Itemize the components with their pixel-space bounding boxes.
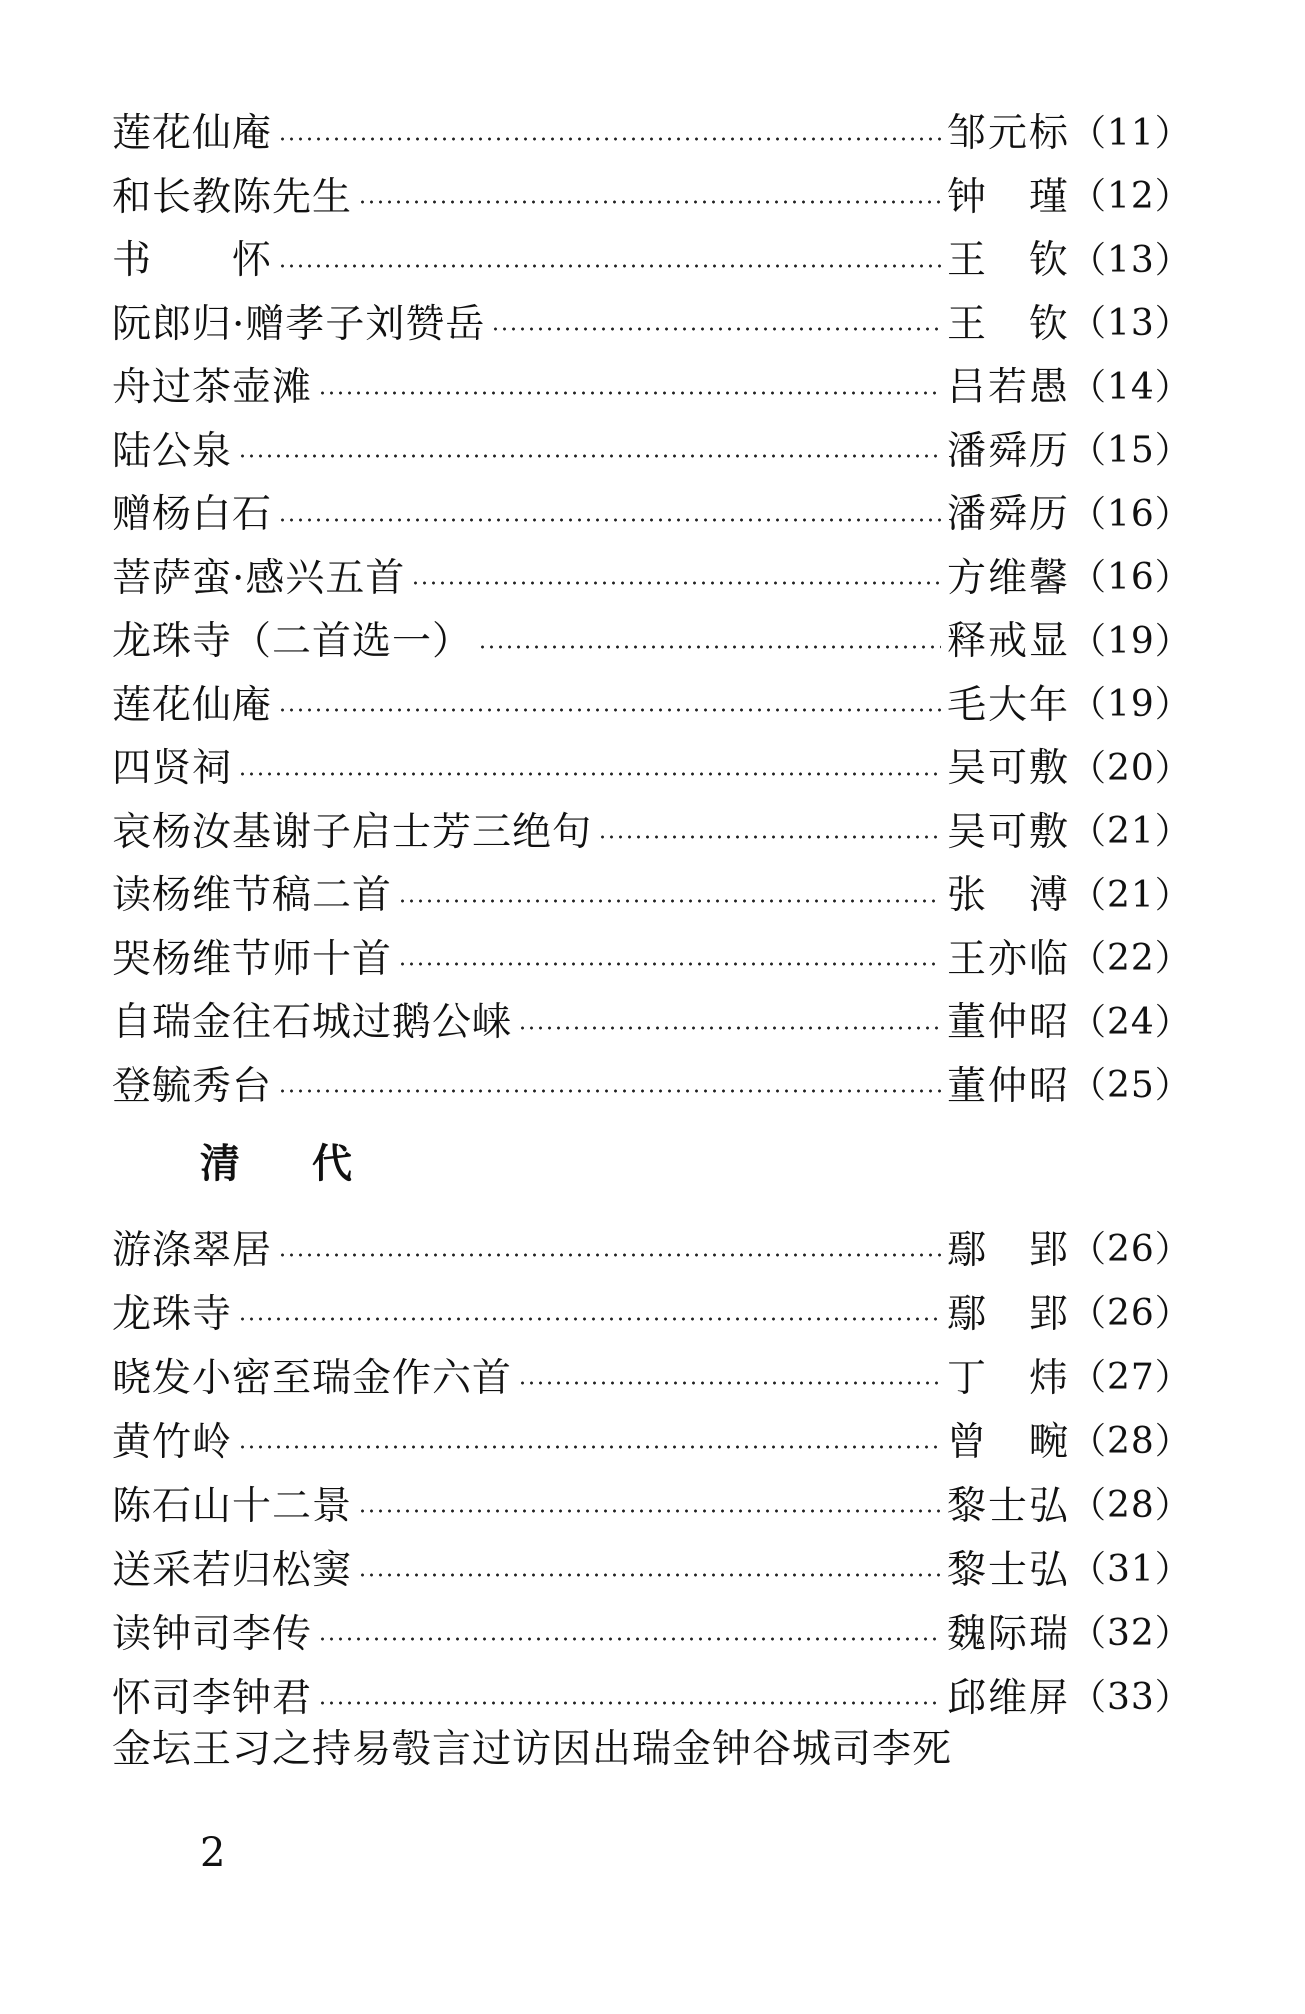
entry-author: 魏际瑞 xyxy=(946,1611,1070,1657)
entry-author: 潘舜历 xyxy=(946,428,1070,474)
toc-entry xyxy=(112,928,1192,992)
dot-leader xyxy=(518,1381,941,1385)
entry-title: 读杨维节稿二首 xyxy=(112,873,393,919)
toc-entry xyxy=(112,166,1192,230)
entry-author: 丁 炜 xyxy=(946,1355,1070,1401)
entry-author: 吴可敷 xyxy=(946,746,1070,792)
dot-leader xyxy=(411,581,941,585)
entry-page-number: （19） xyxy=(1070,620,1192,662)
entry-page-number: （22） xyxy=(1070,938,1192,980)
entry-title: 登毓秀台 xyxy=(112,1063,273,1109)
dot-leader xyxy=(318,391,941,395)
entry-author: 鄢 郢 xyxy=(946,1291,1070,1337)
entry-title: 陆公泉 xyxy=(112,428,233,474)
toc-entry xyxy=(112,610,1192,674)
dot-leader xyxy=(238,1445,941,1449)
dot-leader xyxy=(278,1253,941,1257)
toc-entry xyxy=(112,356,1192,420)
entry-title: 黄竹岭 xyxy=(112,1419,233,1465)
entry-page-number: （31） xyxy=(1070,1549,1192,1590)
entry-title: 阮郎归·赠孝子刘赞岳 xyxy=(112,301,486,347)
entry-author: 王 钦 xyxy=(946,238,1070,284)
entry-page-number: （11） xyxy=(1070,112,1192,154)
dot-leader xyxy=(358,1509,941,1513)
entry-page-number: （15） xyxy=(1070,430,1192,472)
entry-title: 赠杨白石 xyxy=(112,492,273,538)
dot-leader xyxy=(238,454,941,458)
dot-leader xyxy=(278,708,941,712)
entry-title: 莲花仙庵 xyxy=(112,111,273,157)
toc-entry xyxy=(112,674,1192,738)
entry-page-number: （24） xyxy=(1070,1001,1192,1043)
toc-entry xyxy=(112,1410,1192,1474)
entry-title: 菩萨蛮·感兴五首 xyxy=(112,555,406,601)
toc-list-ming xyxy=(112,102,1192,1118)
toc-entry xyxy=(112,483,1192,547)
entry-page-number: （28） xyxy=(1070,1485,1192,1526)
entry-page-number: （14） xyxy=(1070,366,1192,408)
toc-entry xyxy=(112,801,1192,865)
dot-leader xyxy=(278,264,941,268)
entry-author: 方维馨 xyxy=(946,555,1070,601)
entry-author: 吴可敷 xyxy=(946,809,1070,855)
entry-title: 龙珠寺 xyxy=(112,1291,233,1337)
entry-author: 黎士弘 xyxy=(946,1483,1070,1529)
entry-author: 吕若愚 xyxy=(946,365,1070,411)
entry-author: 王 钦 xyxy=(946,301,1070,347)
entry-author: 张 溥 xyxy=(946,873,1070,919)
entry-page-number: （19） xyxy=(1070,684,1192,726)
toc-continuation-line: 金坛王习之持易彀言过访因出瑞金钟谷城司李死 xyxy=(112,1727,953,1772)
toc-entry xyxy=(112,293,1192,357)
entry-title: 送采若归松窦 xyxy=(112,1547,353,1593)
entry-title: 书 怀 xyxy=(112,238,273,284)
entry-title: 游涤翠居 xyxy=(112,1227,273,1273)
dot-leader xyxy=(358,1573,941,1577)
entry-page-number: （21） xyxy=(1070,874,1192,916)
entry-page-number: （21） xyxy=(1070,811,1192,853)
entry-title: 龙珠寺（二首选一） xyxy=(112,619,473,665)
entry-page-number: （25） xyxy=(1070,1065,1192,1107)
toc-entry xyxy=(112,1218,1192,1282)
entry-title: 自瑞金往石城过鹅公崃 xyxy=(112,1000,513,1046)
toc-entry xyxy=(112,1538,1192,1602)
toc-entry xyxy=(112,1602,1192,1666)
dot-leader xyxy=(598,835,941,839)
dot-leader xyxy=(318,1701,941,1705)
toc-entry xyxy=(112,1282,1192,1346)
toc-entry xyxy=(112,991,1192,1055)
dot-leader xyxy=(358,200,941,204)
toc-entry xyxy=(112,1474,1192,1538)
entry-author: 邱维屏 xyxy=(946,1675,1070,1721)
entry-author: 钟 瑾 xyxy=(946,174,1070,220)
dot-leader xyxy=(318,1637,941,1641)
entry-page-number: （16） xyxy=(1070,493,1192,535)
entry-page-number: （12） xyxy=(1070,176,1192,218)
entry-page-number: （32） xyxy=(1070,1613,1192,1654)
page-number: 2 xyxy=(200,1830,226,1876)
entry-title: 舟过茶壶滩 xyxy=(112,365,313,411)
entry-author: 董仲昭 xyxy=(946,1063,1070,1109)
dot-leader xyxy=(398,899,941,903)
entry-title: 四贤祠 xyxy=(112,746,233,792)
entry-page-number: （33） xyxy=(1070,1677,1192,1718)
toc-entry xyxy=(112,547,1192,611)
entry-title: 和长教陈先生 xyxy=(112,174,353,220)
entry-page-number: （27） xyxy=(1070,1357,1192,1398)
entry-page-number: （13） xyxy=(1070,303,1192,345)
entry-title: 读钟司李传 xyxy=(112,1611,313,1657)
dot-leader xyxy=(238,1317,941,1321)
entry-page-number: （26） xyxy=(1070,1293,1192,1334)
dot-leader xyxy=(278,137,941,141)
entry-page-number: （16） xyxy=(1070,557,1192,599)
dot-leader xyxy=(491,327,941,331)
entry-page-number: （13） xyxy=(1070,239,1192,281)
toc-entry xyxy=(112,1055,1192,1119)
toc-list-qing xyxy=(112,1218,1192,1730)
dot-leader xyxy=(278,518,941,522)
dot-leader xyxy=(518,1026,941,1030)
entry-author: 王亦临 xyxy=(946,936,1070,982)
toc-entry xyxy=(112,864,1192,928)
entry-page-number: （26） xyxy=(1070,1229,1192,1270)
entry-author: 黎士弘 xyxy=(946,1547,1070,1593)
entry-author: 邹元标 xyxy=(946,111,1070,157)
toc-entry xyxy=(112,229,1192,293)
entry-title: 晓发小密至瑞金作六首 xyxy=(112,1355,513,1401)
entry-title: 怀司李钟君 xyxy=(112,1675,313,1721)
toc-entry xyxy=(112,1346,1192,1410)
toc-entry xyxy=(112,102,1192,166)
section-heading-qing: 清代 xyxy=(200,1140,424,1187)
entry-page-number: （20） xyxy=(1070,747,1192,789)
entry-author: 毛大年 xyxy=(946,682,1070,728)
entry-author: 鄢 郢 xyxy=(946,1227,1070,1273)
entry-title: 哀杨汝基谢子启士芳三绝句 xyxy=(112,809,593,855)
toc-entry xyxy=(112,420,1192,484)
entry-page-number: （28） xyxy=(1070,1421,1192,1462)
entry-author: 董仲昭 xyxy=(946,1000,1070,1046)
entry-title: 哭杨维节师十首 xyxy=(112,936,393,982)
entry-author: 潘舜历 xyxy=(946,492,1070,538)
entry-title: 莲花仙庵 xyxy=(112,682,273,728)
dot-leader xyxy=(398,962,941,966)
dot-leader xyxy=(278,1089,941,1093)
entry-title: 陈石山十二景 xyxy=(112,1483,353,1529)
entry-author: 释戒显 xyxy=(946,619,1070,665)
entry-author: 曾 畹 xyxy=(946,1419,1070,1465)
dot-leader xyxy=(238,772,941,776)
dot-leader xyxy=(478,645,941,649)
toc-entry xyxy=(112,737,1192,801)
